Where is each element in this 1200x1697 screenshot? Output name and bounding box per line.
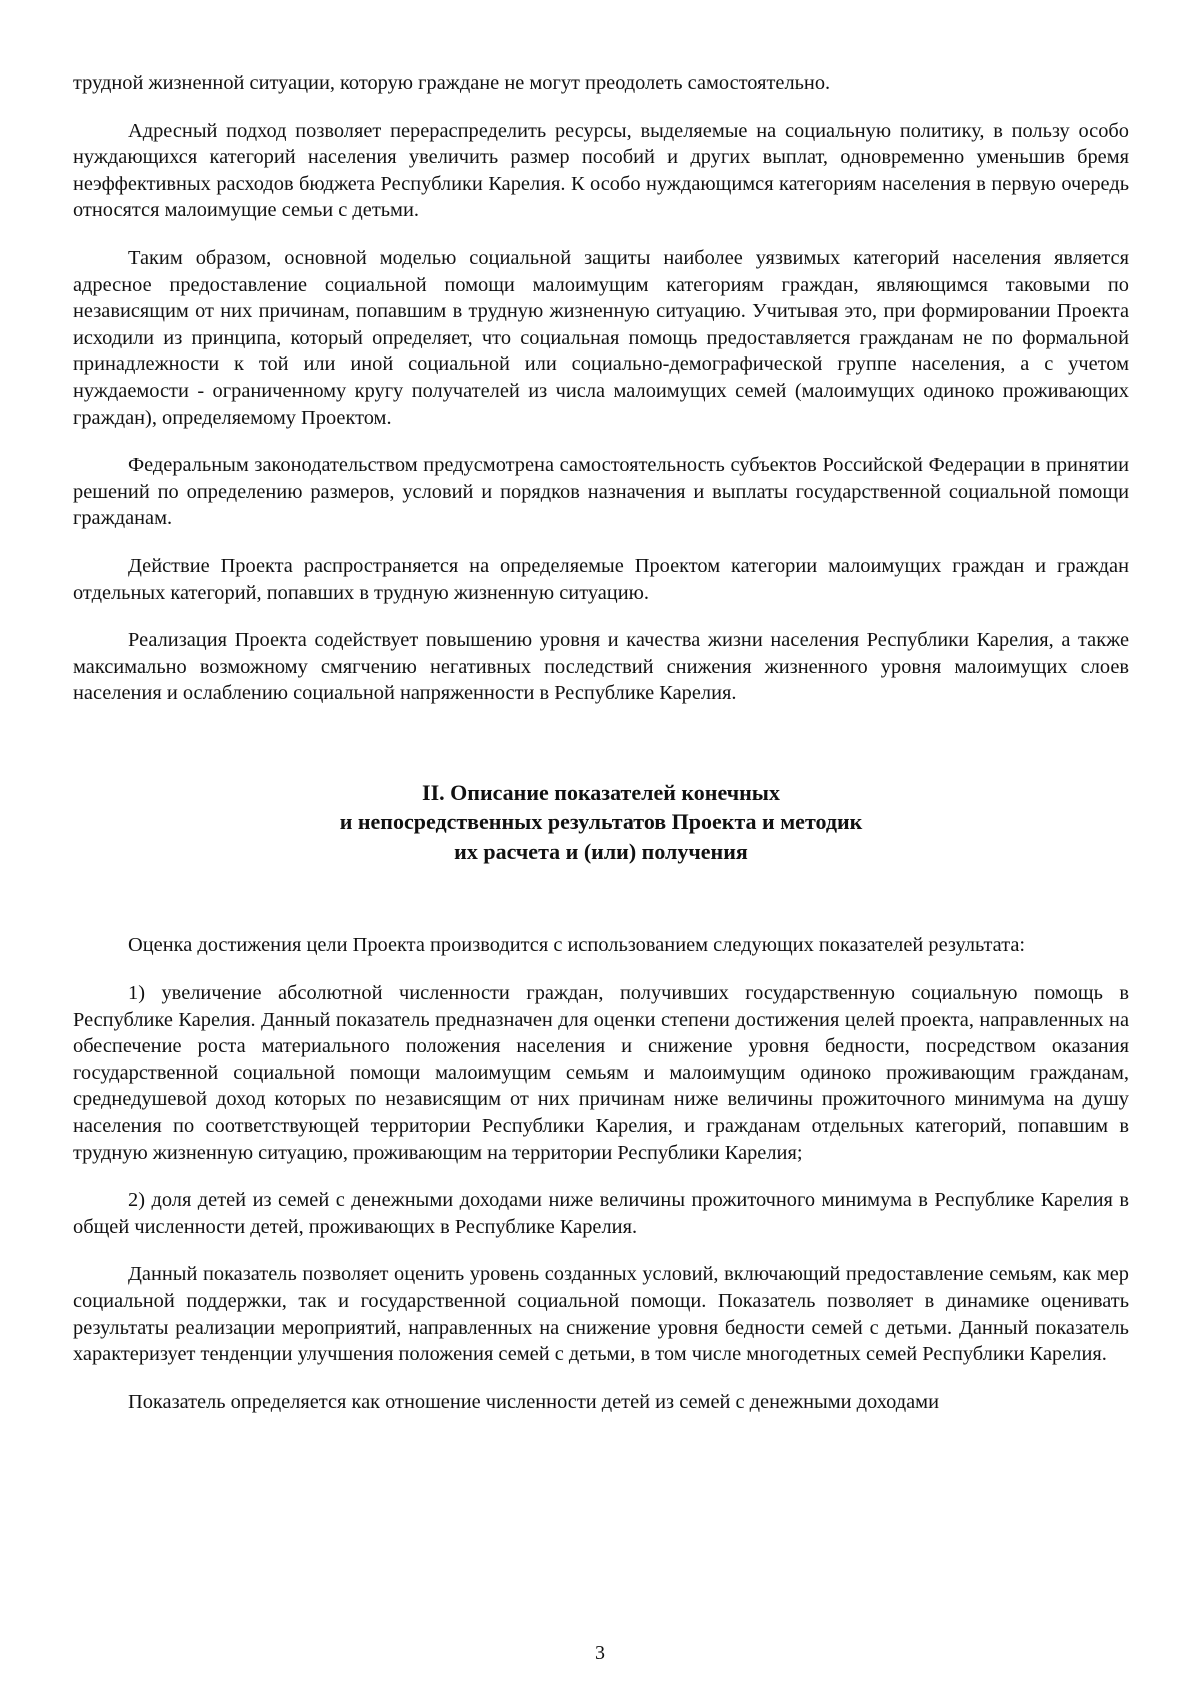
paragraph-evaluation-intro: Оценка достижения цели Проекта производится с использованием следующих показателей результата: bbox=[128, 934, 1026, 957]
section-heading-line: II. Описание показателей конечных bbox=[422, 779, 780, 805]
paragraph-targeted-approach: Адресный подход позволяет перераспределить ресурсы, выделяемые на социальную политику, в пользу особо нуждающихся категорий населения увеличить размер пособий и других выплат, одновременно уменьшив бремя неэффективных расходов бюджета Республики Карелия. К особо нуждающимся категориям населения в первую очередь относятся малоимущие семьи с детьми. bbox=[73, 119, 1129, 222]
paragraph-project-implementation: Реализация Проекта содействует повышению уровня и качества жизни населения Республики Карелия, а также максимально возможному смягчению негативных последствий снижения жизненного уровня малоимущих слоев населения и ослаблению социальной напряженности в Республике Карелия. bbox=[73, 629, 1129, 705]
paragraph-continuation: трудной жизненной ситуации, которую граждане не могут преодолеть самостоятельно. bbox=[73, 72, 831, 94]
paragraph-project-scope: Действие Проекта распространяется на определяемые Проектом категории малоимущих граждан и граждан отдельных категорий, попавших в трудную жизненную ситуацию. bbox=[73, 554, 1129, 604]
section-heading bbox=[73, 778, 1129, 867]
paragraph-indicator-1: 1) увеличение абсолютной численности граждан, получивших государственную социальную помощь в Республике Карелия. Данный показатель предназначен для оценки степени достижения целей проекта, направленных на обеспечение роста материального положения населения и снижение уровня бедности, посредством оказания государственной социальной помощи малоимущим семьям и малоимущим одиноко проживающим гражданам, среднедушевой доход которых по независящим от них причинам ниже величины прожиточного минимума на душу населения по соответствующей территории Республики Карелия, и гражданам отдельных категорий, попавшим в трудную жизненную ситуацию, проживающим на территории Республики Карелия; bbox=[73, 981, 1129, 1164]
section-heading-line: их расчета и (или) получения bbox=[454, 838, 748, 864]
page-number: 3 bbox=[595, 1642, 605, 1664]
paragraph-federal-legislation: Федеральным законодательством предусмотрена самостоятельность субъектов Российской Федерации в принятии решений по определению размеров, условий и порядков назначения и выплаты государственной социальной помощи гражданам. bbox=[73, 454, 1129, 530]
page-body bbox=[73, 70, 1129, 1415]
paragraph-indicator-calculation: Показатель определяется как отношение численности детей из семей с денежными доходами bbox=[128, 1390, 939, 1413]
paragraph-social-protection-model: Таким образом, основной моделью социальной защиты наиболее уязвимых категорий населения является адресное предоставление социальной помощи малоимущим категориям граждан, являющимся таковыми по независящим от них причинам, попавшим в трудную жизненную ситуацию. Учитывая это, при формировании Проекта исходили из принципа, который определяет, что социальная помощь предоставляется гражданам не по формальной принадлежности к той или иной социальной или социально-демографической группе населения, а с учетом нуждаемости - ограниченному кругу получателей из числа малоимущих семей (малоимущих одиноко проживающих граждан), определяемому Проектом. bbox=[73, 246, 1129, 429]
section-heading-line: и непосредственных результатов Проекта и методик bbox=[339, 809, 863, 835]
paragraph-indicator-2-description: Данный показатель позволяет оценить уровень созданных условий, включающий предоставление семьям, как мер социальной поддержки, так и государственной социальной помощи. Показатель позволяет в динамике оценивать результаты реализации мероприятий, направленных на снижение уровня бедности семей с детьми. Данный показатель характеризует тенденции улучшения положения семей с детьми, в том числе многодетных семей Республики Карелия. bbox=[73, 1263, 1129, 1366]
paragraph-indicator-2: 2) доля детей из семей с денежными доходами ниже величины прожиточного минимума в Республике Карелия в общей численности детей, проживающих в Республике Карелия. bbox=[73, 1189, 1129, 1238]
